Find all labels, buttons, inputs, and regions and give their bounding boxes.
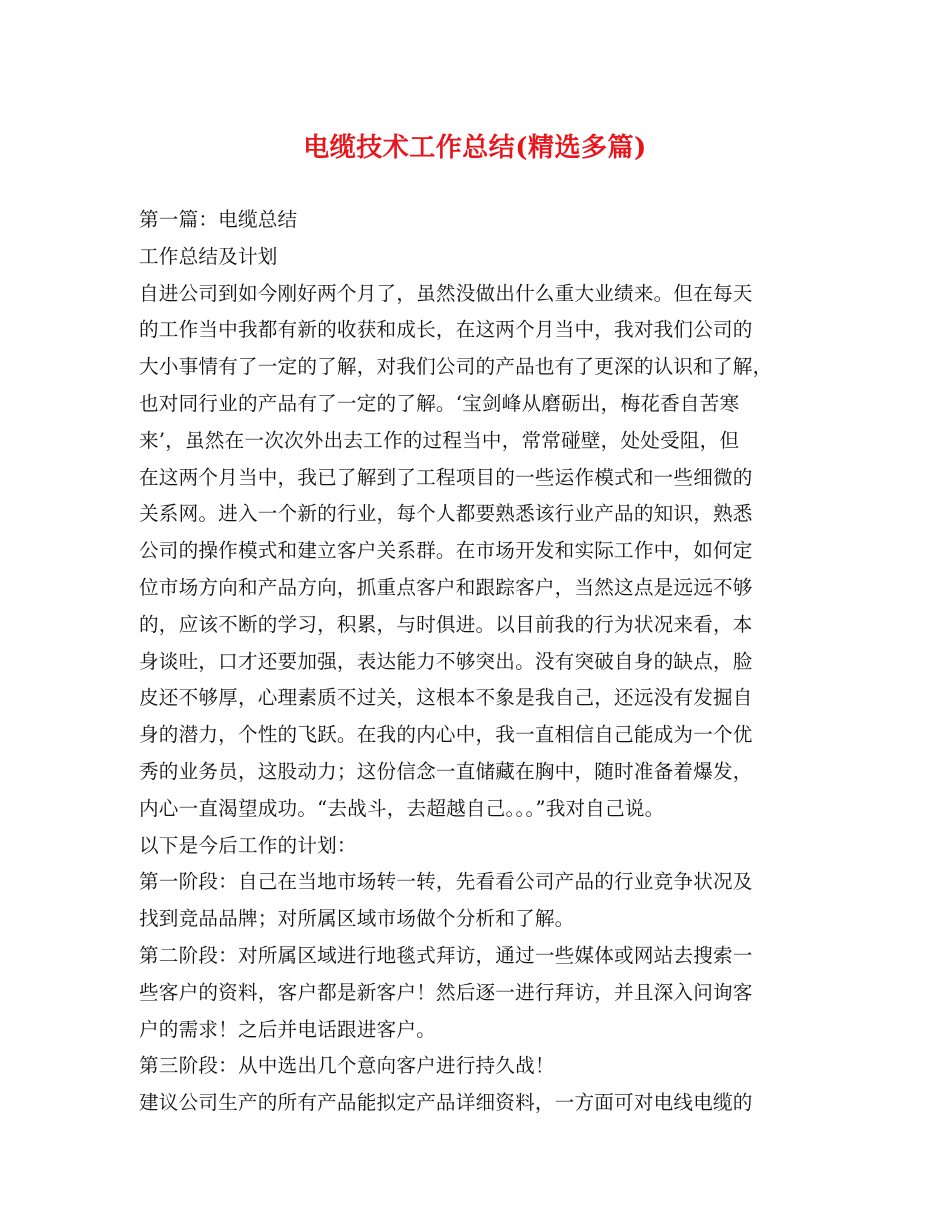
body-line: 的工作当中我都有新的收获和成长，在这两个月当中，我对我们公司的 xyxy=(139,318,753,342)
body-line: 秀的业务员，这股动力；这份信念一直储藏在胸中，随时准备着爆发， xyxy=(139,759,753,783)
body-line: 身的潜力，个性的飞跃。在我的内心中，我一直相信自己能成为一个优 xyxy=(139,723,753,747)
body-line: 大小事情有了一定的了解，对我们公司的产品也有了更深的认识和了解， xyxy=(139,355,773,379)
body-line: 在这两个月当中，我已了解到了工程项目的一些运作模式和一些细微的 xyxy=(139,465,753,489)
document-body xyxy=(139,202,819,1122)
body-line: 些客户的资料，客户都是新客户！然后逐一进行拜访，并且深入问询客 xyxy=(139,980,753,1004)
body-line: 位市场方向和产品方向，抓重点客户和跟踪客户，当然这点是远远不够 xyxy=(139,575,753,599)
body-line: 建议公司生产的所有产品能拟定产品详细资料，一方面可对电线电缆的 xyxy=(139,1091,753,1115)
body-line: 的，应该不断的学习，积累，与时俱进。以目前我的行为状况来看，本 xyxy=(139,612,753,636)
body-line: 第一阶段：自己在当地市场转一转，先看看公司产品的行业竞争状况及 xyxy=(139,870,753,894)
body-line: 第二阶段：对所属区域进行地毯式拜访，通过一些媒体或网站去搜索一 xyxy=(139,943,753,967)
body-line: 找到竞品品牌；对所属区域市场做个分析和了解。 xyxy=(139,907,575,931)
body-line: 户的需求！之后并电话跟进客户。 xyxy=(139,1017,436,1041)
body-line: 自进公司到如今刚好两个月了，虽然没做出什么重大业绩来。但在每天 xyxy=(139,281,753,305)
body-line: 以下是今后工作的计划： xyxy=(139,833,357,857)
body-line: 第三阶段：从中选出几个意向客户进行持久战！ xyxy=(139,1054,555,1078)
body-line: 皮还不够厚，心理素质不过关，这根本不象是我自己，还远没有发掘自 xyxy=(139,686,753,710)
body-line: 身谈吐，口才还要加强，表达能力不够突出。没有突破自身的缺点，脸 xyxy=(139,649,753,673)
body-line: 内心一直渴望成功。“去战斗，去超越自己。。。”我对自己说。 xyxy=(139,796,665,820)
body-line: 工作总结及计划 xyxy=(139,244,278,268)
body-line: 也对同行业的产品有了一定的了解。‘宝剑峰从磨砺出，梅花香自苦寒 xyxy=(139,391,740,415)
body-line: 来’，虽然在一次次外出去工作的过程当中，常常碰壁，处处受阻，但 xyxy=(139,428,740,452)
body-line: 第一篇：电缆总结 xyxy=(139,208,298,231)
body-line: 关系网。进入一个新的行业，每个人都要熟悉该行业产品的知识，熟悉 xyxy=(139,502,753,526)
body-line: 公司的操作模式和建立客户关系群。在市场开发和实际工作中，如何定 xyxy=(139,539,753,563)
document-title: 电缆技术工作总结(精选多篇) xyxy=(303,133,647,163)
